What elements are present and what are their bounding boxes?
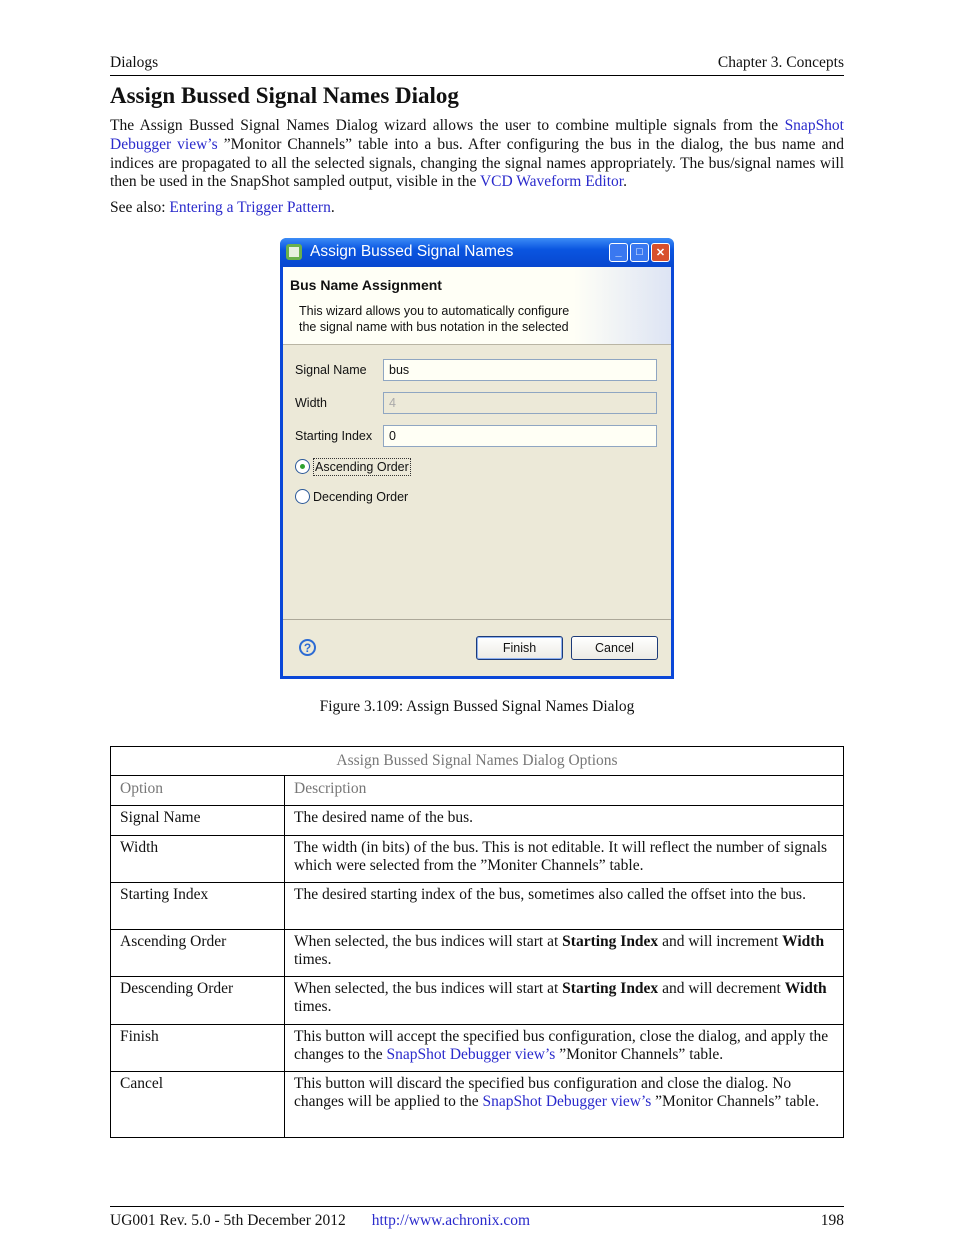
wizard-banner <box>283 267 671 345</box>
intro-paragraph <box>110 117 844 192</box>
option-cell: Ascending Order <box>111 929 285 976</box>
description-cell <box>285 929 844 976</box>
doc-revision: UG001 Rev. 5.0 - 5th December 2012 <box>110 1211 346 1229</box>
text: times. <box>294 950 332 968</box>
app-icon <box>286 244 302 260</box>
description-cell <box>285 1071 844 1137</box>
close-button[interactable]: ✕ <box>651 243 670 262</box>
ascending-order-radio[interactable] <box>295 458 671 476</box>
maximize-button[interactable]: □ <box>630 243 649 262</box>
title-bar <box>280 238 674 267</box>
width-row <box>295 392 671 414</box>
description-cell: The desired name of the bus. <box>285 805 844 835</box>
option-cell: Finish <box>111 1024 285 1071</box>
text: This button will accept the specified bus configuration, close the dialog, and apply the changes to the <box>294 1027 829 1063</box>
snapshot-debugger-link[interactable]: SnapShot Debugger view’s <box>386 1045 556 1063</box>
starting-index-label: Starting Index <box>295 428 373 443</box>
text: and will increment <box>658 932 783 950</box>
starting-index-input[interactable]: 0 <box>383 425 657 447</box>
page-number: 198 <box>820 1211 844 1229</box>
decending-order-radio[interactable] <box>295 488 671 506</box>
minimize-button[interactable]: _ <box>609 243 628 262</box>
section-title: Assign Bussed Signal Names Dialog <box>110 83 459 108</box>
text: When selected, the bus indices will start at <box>294 932 563 950</box>
column-header-option: Option <box>111 775 285 805</box>
text: This wizard allows you to automatically configure <box>299 303 570 318</box>
bold-term: Width <box>784 979 827 997</box>
trigger-pattern-link[interactable]: Entering a Trigger Pattern <box>169 199 331 217</box>
table-row <box>111 976 844 1024</box>
bold-term: Starting Index <box>562 979 659 997</box>
description-cell: The width (in bits) of the bus. This is not editable. It will reflect the number of signals which were selected from the ”Moniter Channels” table. <box>285 835 844 882</box>
description-cell <box>285 976 844 1024</box>
assign-bussed-signal-names-dialog <box>280 238 674 679</box>
wizard-description <box>299 303 664 335</box>
signal-name-row <box>295 359 671 381</box>
radio-label: Ascending Order <box>315 459 409 474</box>
text: This button will discard the specified bus configuration and close the dialog. No changes will be applied to the <box>294 1074 792 1110</box>
option-cell: Descending Order <box>111 976 285 1024</box>
radio-label: Decending Order <box>313 489 409 504</box>
option-cell: Cancel <box>111 1071 285 1137</box>
snapshot-debugger-link[interactable]: SnapShot Debugger view’s <box>482 1092 652 1110</box>
help-icon[interactable]: ? <box>299 639 316 656</box>
options-table <box>110 746 844 1138</box>
button-bar <box>283 620 671 676</box>
signal-name-input[interactable]: bus <box>383 359 657 381</box>
bold-term: Width <box>782 932 825 950</box>
table-caption: Assign Bussed Signal Names Dialog Options <box>111 746 844 775</box>
text: ”Monitor Channels” table. <box>651 1092 820 1110</box>
wizard-heading: Bus Name Assignment <box>290 276 442 293</box>
radio-unchecked-icon <box>295 489 310 504</box>
table-row <box>111 882 844 929</box>
table-row <box>111 805 844 835</box>
text: ”Monitor Channels” table. <box>555 1045 724 1063</box>
column-header-description: Description <box>285 775 844 805</box>
signal-name-label: Signal Name <box>295 362 367 377</box>
page-column <box>110 0 844 1230</box>
table-row <box>111 835 844 882</box>
running-header <box>110 54 844 76</box>
achronix-url-link[interactable]: http://www.achronix.com <box>371 1211 531 1229</box>
header-section: Dialogs <box>110 54 159 71</box>
text: . <box>623 173 627 191</box>
starting-index-row <box>295 425 671 447</box>
text: ”Monitor Channels” table into a bus. After configuring the bus in the dialog, the bus name and indices are propagated to all the selected signals, changing the signal names appropriately. The bus/signal names will then be used in the SnapShot sampled output, visible in the <box>110 135 844 191</box>
bold-term: Starting Index <box>562 932 659 950</box>
text: See also: <box>110 199 170 217</box>
dialog-title: Assign Bussed Signal Names <box>310 243 514 261</box>
text: The Assign Bussed Signal Names Dialog wizard allows the user to combine multiple signals from the <box>110 117 785 134</box>
cancel-button[interactable]: Cancel <box>571 636 658 660</box>
see-also <box>110 199 844 218</box>
option-cell: Signal Name <box>111 805 285 835</box>
table-row <box>111 1071 844 1137</box>
option-cell: Starting Index <box>111 882 285 929</box>
text: times. <box>294 997 332 1015</box>
table-row <box>111 1024 844 1071</box>
figure-caption: Figure 3.109: Assign Bussed Signal Names Dialog <box>319 697 635 715</box>
text: and will decrement <box>658 979 785 997</box>
description-cell <box>285 1024 844 1071</box>
table-row <box>111 929 844 976</box>
width-input: 4 <box>383 392 657 414</box>
vcd-waveform-editor-link[interactable]: VCD Waveform Editor <box>479 173 624 191</box>
text: When selected, the bus indices will start at <box>294 979 563 997</box>
page-footer <box>110 1206 844 1230</box>
description-cell: The desired starting index of the bus, sometimes also called the offset into the bus. <box>285 882 844 929</box>
text: the signal name with bus notation in the selected <box>299 319 569 334</box>
form-body <box>283 345 671 620</box>
radio-checked-icon <box>295 459 310 474</box>
finish-button[interactable]: Finish <box>476 636 563 660</box>
option-cell: Width <box>111 835 285 882</box>
snapshot-debugger-link[interactable]: SnapShot Debugger view’s <box>110 117 844 153</box>
width-label: Width <box>295 395 327 410</box>
text: . <box>330 199 335 217</box>
header-chapter: Chapter 3. Concepts <box>717 54 844 71</box>
